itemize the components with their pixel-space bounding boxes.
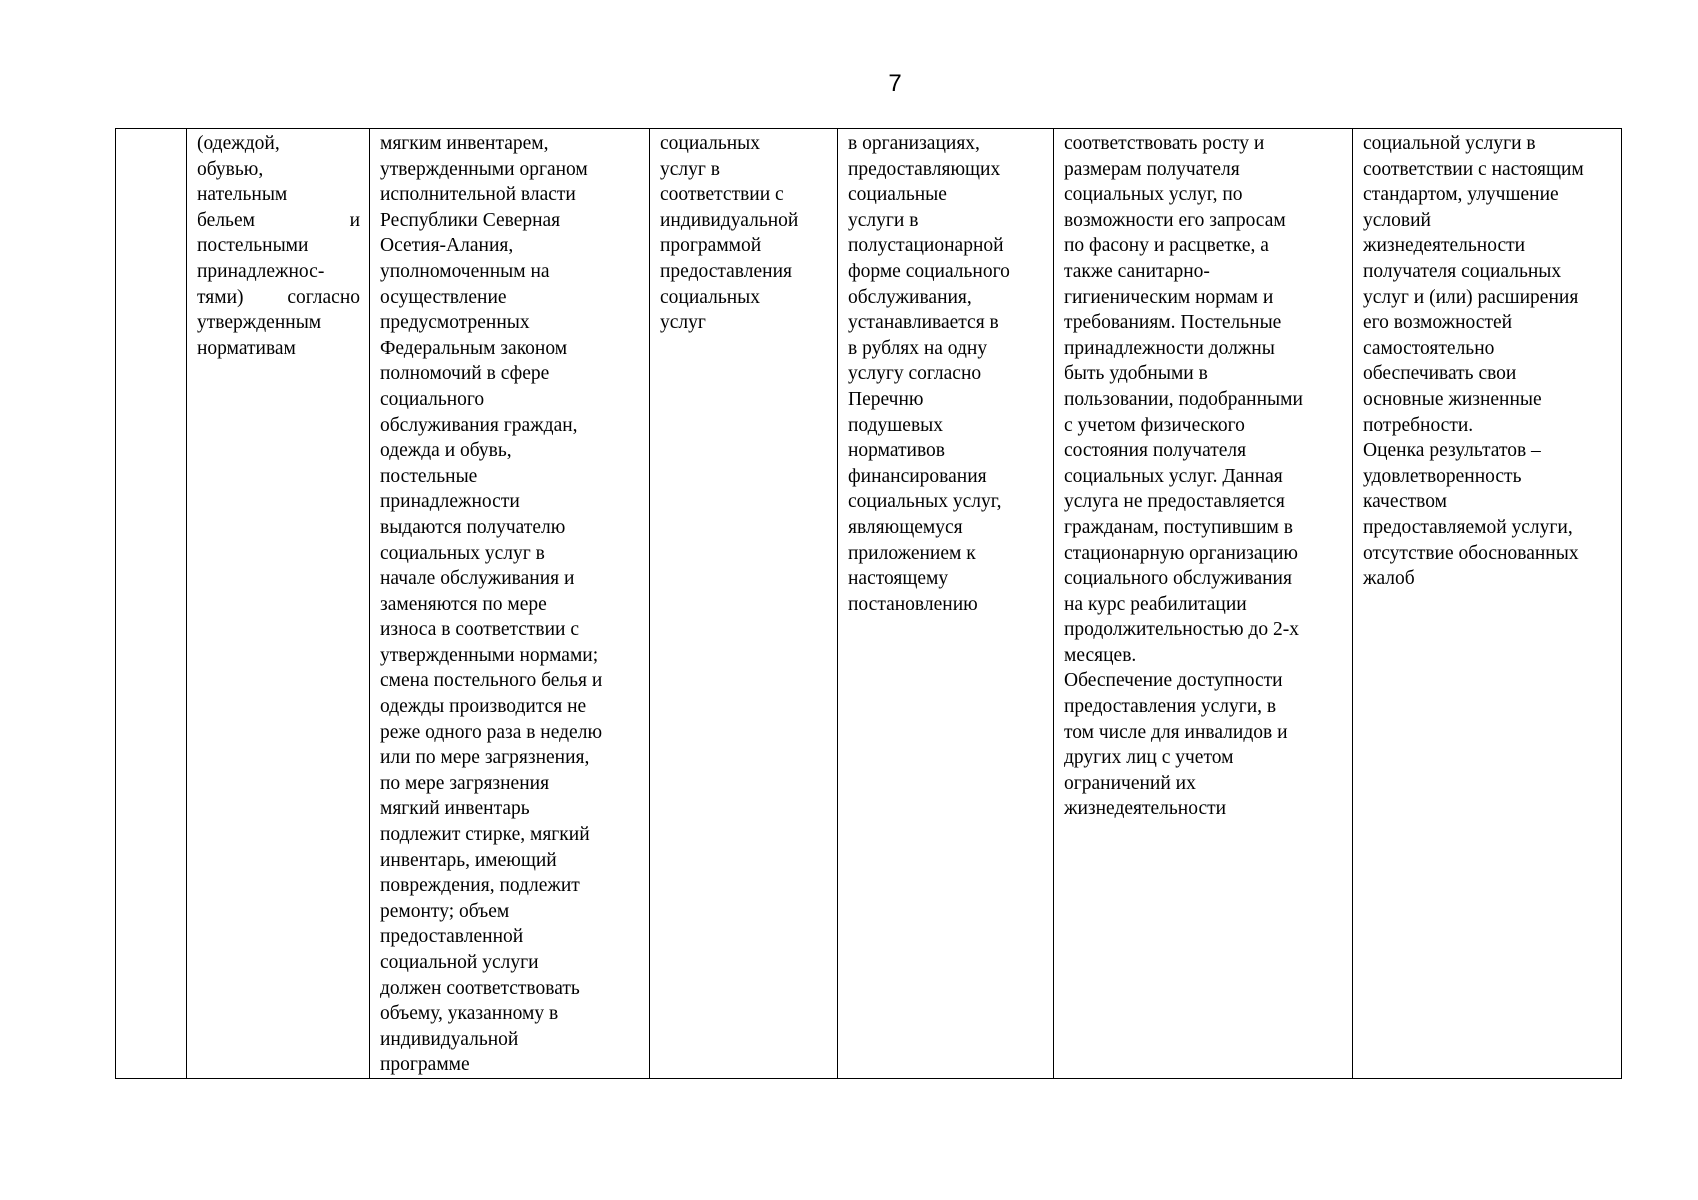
cell-line: обувью, <box>197 158 264 180</box>
table-cell-number <box>116 129 187 1079</box>
cell-word: и <box>349 209 360 231</box>
table-cell-effectiveness-evaluation: социальной услуги в соответствии с настоящим стандартом, улучшение условий жизнедеятельности получателя социальных услуг и (или) расширения его возможностей самостоятельно обеспечивать свои основные жизненные потребности. Оценка результатов – удовлетворенность качеством предоставляемой услуги, отсутствие обоснованных жалоб <box>1353 129 1622 1079</box>
table-cell-service-content: мягким инвентарем, утвержденными органом исполнительной власти Республики Северная Осетия-Алания, уполномоченным на осуществление предусмотренных Федеральным законом полномочий в сфере социального обслуживания граждан, одежда и обувь, постельные принадлежности выдаются получателю социальных услуг в начале обслуживания и заменяются по мере износа в соответствии с утвержденными нормами; смена постельного белья и одежды производится не реже одного раза в неделю или по мере загрязнения, по мере загрязнения мягкий инвентарь подлежит стирке, мягкий инвентарь, имеющий повреждения, подлежит ремонту; объем предоставленной социальной услуги должен соответствовать объему, указанному в индивидуальной программе <box>370 129 650 1079</box>
cell-word: бельем <box>197 209 255 231</box>
cell-line: нательным <box>197 184 288 206</box>
table-row <box>116 129 1622 1079</box>
table-cell-quality-indicators: соответствовать росту и размерам получателя социальных услуг, по возможности его запросам по фасону и расцветке, а также санитарно- гигиеническим нормам и требованиям. Постельные принадлежности должны быть удобными в пользовании, подобранными с учетом физического состояния получателя социальных услуг. Данная услуга не предоставляется гражданам, поступившим в стационарную организацию социального обслуживания на курс реабилитации продолжительностью до 2-х месяцев. Обеспечение доступности предоставления услуги, в том числе для инвалидов и других лиц с учетом ограничений их жизнедеятельности <box>1054 129 1353 1079</box>
cell-line: постельными <box>197 235 309 257</box>
table-cell-per-capita-norm: в организациях, предоставляющих социальные услуги в полустационарной форме социального обслуживания, устанавливается в в рублях на одну услугу согласно Перечню подушевых нормативов финансирования социальных услуг, являющемуся приложением к настоящему постановлению <box>838 129 1054 1079</box>
page-number: 7 <box>888 70 902 97</box>
cell-line <box>197 208 360 234</box>
cell-line: утвержденным <box>197 312 322 334</box>
cell-line: нормативам <box>197 337 296 359</box>
table-cell-service-description <box>187 129 370 1079</box>
cell-line: принадлежнос- <box>197 260 325 282</box>
table-cell-service-timing: социальных услуг в соответствии с индивидуальной программой предоставления социальных услуг <box>650 129 838 1079</box>
standards-table <box>115 128 1622 1079</box>
cell-line: (одеждой, <box>197 133 280 154</box>
cell-word: согласно <box>287 286 360 308</box>
cell-line <box>197 285 360 311</box>
cell-word: тями) <box>197 286 244 308</box>
